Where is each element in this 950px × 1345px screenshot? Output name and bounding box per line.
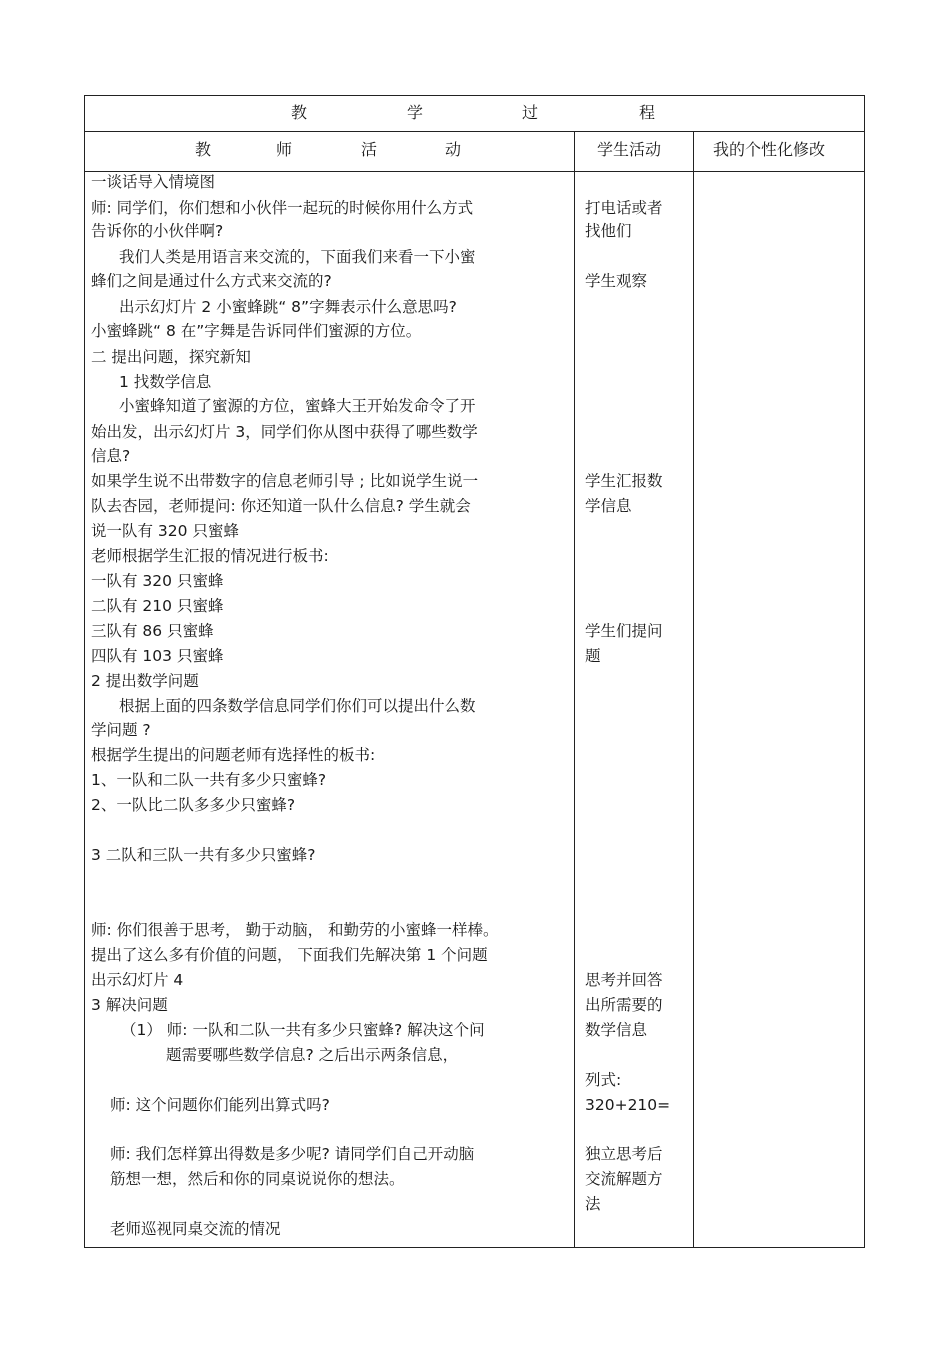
teacher-line: 老师巡视同桌交流的情况 [110, 1220, 281, 1238]
teacher-line: 筋想一想，然后和你的同桌说说你的想法。 [110, 1170, 405, 1188]
student-line: 320+210= [585, 1096, 671, 1114]
table-title-char: 程 [639, 103, 656, 122]
student-activity-header: 学生活动 [597, 140, 662, 159]
teacher-line: 蜂们之间是通过什么方式来交流的? [91, 272, 332, 290]
student-line: 学生汇报数 [585, 472, 663, 490]
table-title-char: 过 [522, 103, 539, 122]
teacher-line: 3 解决问题 [91, 996, 168, 1014]
teacher-activity-header-char: 师 [276, 140, 293, 159]
teacher-line: 一谈话导入情境图 [91, 173, 216, 191]
student-line: 列式: [585, 1071, 622, 1089]
teacher-line: 老师根据学生汇报的情况进行板书: [91, 547, 329, 565]
teacher-line: 一队有 320 只蜜蜂 [91, 572, 224, 590]
teacher-line: 二队有 210 只蜜蜂 [91, 597, 224, 615]
table-title-char: 学 [407, 103, 424, 122]
student-line: 找他们 [585, 222, 632, 240]
student-line: 打电话或者 [585, 199, 663, 217]
teacher-line: 信息? [91, 447, 131, 465]
teacher-line: 师: 这个问题你们能列出算式吗? [110, 1096, 330, 1114]
teacher-line: 二 提出问题，探究新知 [91, 348, 251, 366]
teacher-line: 师: 同学们，你们想和小伙伴一起玩的时候你用什么方式 [91, 199, 474, 217]
teacher-line: 说一队有 320 只蜜蜂 [91, 522, 239, 540]
teacher-line: 1、一队和二队一共有多少只蜜蜂? [91, 771, 327, 789]
student-line: 思考并回答 [585, 971, 663, 989]
student-line: 学生们提问 [585, 622, 663, 640]
teacher-line: 出示幻灯片 2 小蜜蜂跳“ 8”字舞表示什么意思吗? [119, 298, 457, 316]
personal-modification-header: 我的个性化修改 [713, 140, 826, 159]
teacher-activity-header-char: 教 [195, 140, 212, 159]
teacher-line: 师: 你们很善于思考， 勤于动脑， 和勤劳的小蜜蜂一样棒。 [91, 921, 499, 939]
teacher-line: 师: 我们怎样算出得数是多少呢? 请同学们自己开动脑 [110, 1145, 475, 1163]
teacher-line: 2、一队比二队多多少只蜜蜂? [91, 796, 296, 814]
teacher-line: 提出了这么多有价值的问题， 下面我们先解决第 1 个问题 [91, 946, 488, 964]
column-divider-student [693, 131, 694, 1247]
teacher-line: 3 二队和三队一共有多少只蜜蜂? [91, 846, 316, 864]
teacher-line: 根据上面的四条数学信息同学们你们可以提出什么数 [119, 697, 476, 715]
teacher-line: 1 找数学信息 [119, 373, 212, 391]
lesson-process-table [84, 95, 865, 1248]
teacher-line: 学问题 ? [91, 721, 151, 739]
teacher-activity-header-char: 活 [361, 140, 378, 159]
teacher-line: 三队有 86 只蜜蜂 [91, 622, 214, 640]
teacher-line: 小蜜蜂知道了蜜源的方位，蜜蜂大王开始发命令了开 [119, 397, 476, 415]
student-line: 题 [585, 647, 601, 665]
student-line: 学生观察 [585, 272, 648, 290]
teacher-line: 我们人类是用语言来交流的，下面我们来看一下小蜜 [119, 248, 476, 266]
student-line: 学信息 [585, 497, 632, 515]
table-title-char: 教 [291, 103, 308, 122]
student-line: 独立思考后 [585, 1145, 663, 1163]
column-divider-teacher [574, 131, 575, 1247]
title-row-divider [85, 131, 864, 132]
teacher-activity-header-char: 动 [445, 140, 462, 159]
teacher-line: 根据学生提出的问题老师有选择性的板书: [91, 746, 376, 764]
teacher-line: 告诉你的小伙伴啊? [91, 222, 224, 240]
teacher-line: 如果学生说不出带数字的信息老师引导 ; 比如说学生说一 [91, 472, 479, 490]
student-line: 数学信息 [585, 1021, 648, 1039]
teacher-line: （1） 师: 一队和二队一共有多少只蜜蜂? 解决这个问 [121, 1021, 485, 1039]
teacher-line: 队去杏园，老师提问: 你还知道一队什么信息? 学生就会 [91, 497, 471, 515]
student-line: 交流解题方 [585, 1170, 663, 1188]
table-title [85, 96, 864, 131]
teacher-line: 始出发，出示幻灯片 3，同学们你从图中获得了哪些数学 [91, 423, 478, 441]
student-line: 出所需要的 [585, 996, 663, 1014]
teacher-line: 2 提出数学问题 [91, 672, 199, 690]
student-line: 法 [585, 1195, 601, 1213]
teacher-line: 小蜜蜂跳“ 8 在”字舞是告诉同伴们蜜源的方位。 [91, 322, 422, 340]
teacher-line: 出示幻灯片 4 [91, 971, 184, 989]
teacher-line: 四队有 103 只蜜蜂 [91, 647, 224, 665]
teacher-line: 题需要哪些数学信息? 之后出示两条信息， [166, 1046, 459, 1064]
